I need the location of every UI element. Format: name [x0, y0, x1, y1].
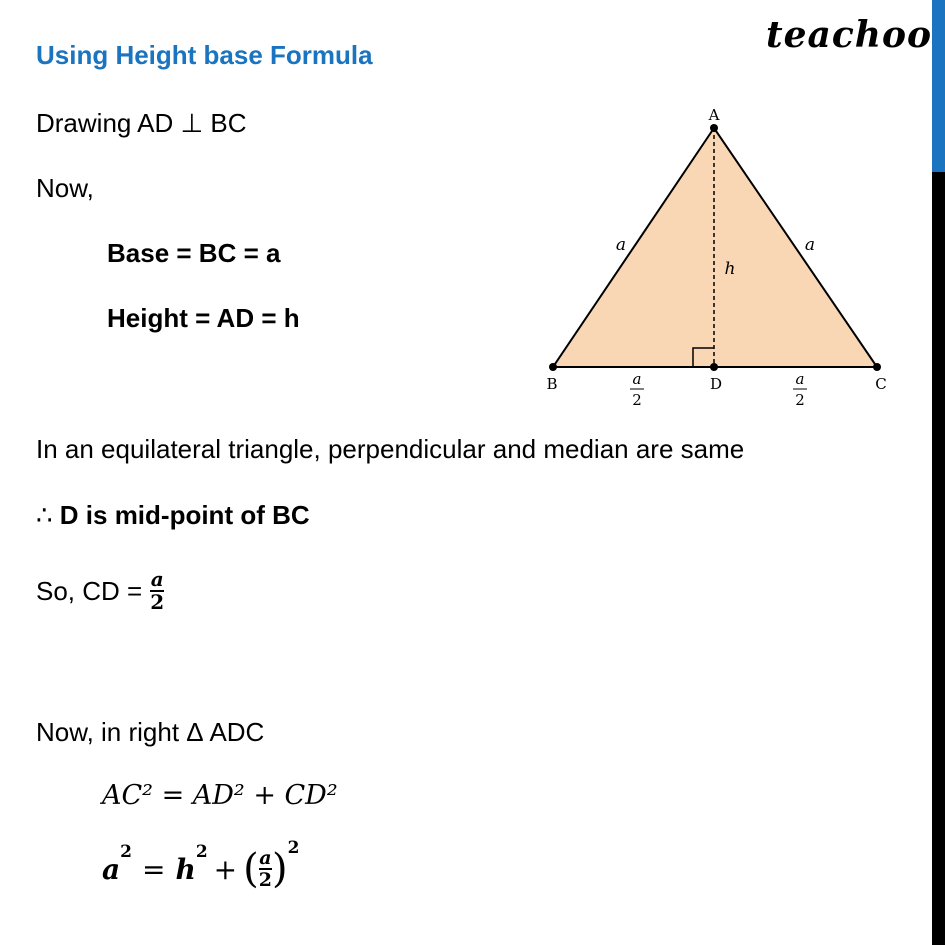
triangle-figure — [530, 100, 910, 420]
point-d — [710, 363, 718, 371]
label-bd-numerator: a — [632, 370, 642, 388]
cd-line — [36, 569, 164, 613]
substituted-equation — [102, 838, 300, 892]
now-line: Now, — [36, 173, 94, 203]
eq2-fraction-numerator: a — [259, 847, 272, 869]
eq2-outer-exp: 2 — [287, 838, 300, 858]
equilateral-line: In an equilateral triangle, perpendicular and median are same — [36, 434, 745, 464]
pythagoras-equation: AC² = AD² + CD² — [102, 780, 338, 811]
right-side-bar — [932, 0, 945, 945]
cd-fraction-numerator: a — [150, 567, 164, 591]
label-c: C — [875, 375, 887, 393]
teachoo-logo: teachoo — [766, 14, 932, 56]
label-side-ac: a — [804, 235, 816, 255]
midpoint-text: D is mid-point of BC — [59, 500, 310, 530]
label-height: h — [724, 259, 736, 279]
label-dc-numerator: a — [795, 370, 805, 388]
cd-text: So, CD = — [36, 576, 143, 606]
label-bd-denominator: 2 — [632, 391, 642, 409]
label-d: D — [709, 375, 723, 393]
point-a — [710, 124, 718, 132]
section-heading: Using Height base Formula — [36, 40, 373, 70]
eq2-equals: = — [142, 852, 166, 886]
side-bar-accent — [932, 0, 945, 172]
eq2-h-exp: 2 — [195, 842, 208, 862]
label-side-ab: a — [615, 235, 627, 255]
drawing-line: Drawing AD ⊥ BC — [36, 108, 247, 138]
triangle-abc — [553, 128, 877, 367]
eq2-paren-close: ) — [271, 846, 288, 892]
point-c — [873, 363, 881, 371]
eq2-fraction — [259, 848, 272, 890]
height-line: Height = AD = h — [107, 303, 300, 333]
eq2-h: h — [175, 852, 196, 886]
midpoint-line — [36, 499, 310, 531]
eq2-a: a — [102, 852, 121, 886]
base-line: Base = BC = a — [107, 238, 281, 268]
therefore-symbol: ∴ — [36, 500, 53, 530]
cd-fraction-denominator: 2 — [150, 590, 165, 614]
point-b — [549, 363, 557, 371]
eq2-paren-open: ( — [243, 846, 259, 892]
label-a: A — [708, 106, 720, 124]
right-triangle-line: Now, in right Δ ADC — [36, 717, 265, 747]
label-dc-denominator: 2 — [795, 391, 805, 409]
eq2-a-exp: 2 — [120, 842, 132, 862]
eq2-plus: + — [213, 852, 238, 886]
cd-fraction — [150, 569, 164, 613]
label-b: B — [546, 375, 558, 393]
eq2-fraction-denominator: 2 — [258, 869, 272, 891]
